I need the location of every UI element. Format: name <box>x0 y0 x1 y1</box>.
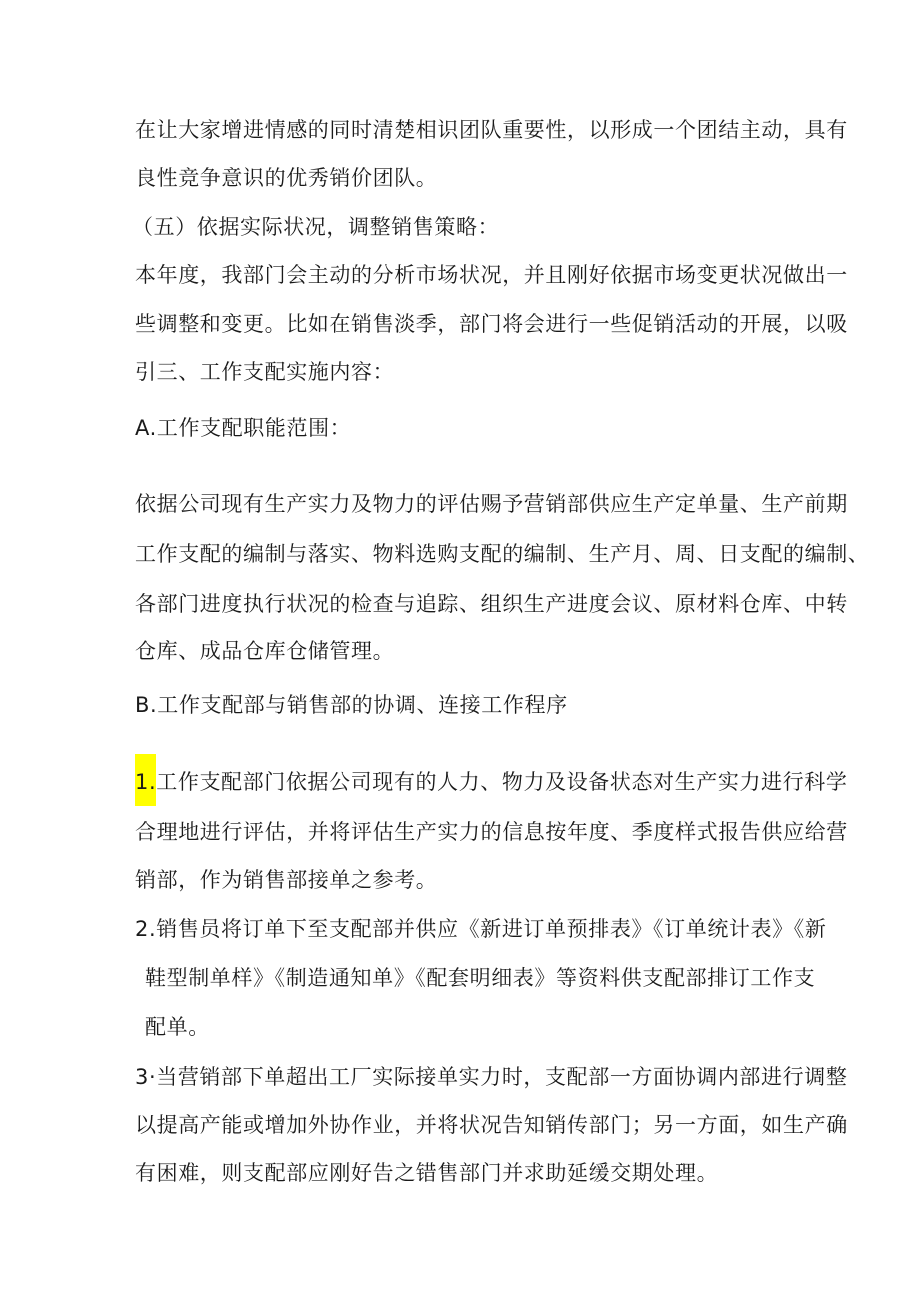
paragraph-line: 合理地进行评估，并将评估生产实力的信息按年度、季度样式报告供应给营 <box>135 820 848 844</box>
paragraph-line: 以提高产能或增加外协作业，并将状况告知销传部门；另一方面，如生产确 <box>135 1113 848 1137</box>
paragraph-line: 鞋型制单样》《制造通知单》《配套明细表》等资料供支配部排订工作支 <box>145 966 816 990</box>
subsection-heading: B.工作支配部与销售部的协调、连接工作程序 <box>135 693 568 717</box>
list-item-line <box>135 768 847 806</box>
list-item-line: 3·当营销部下单超出工厂实际接单实力时，支配部一方面协调内部进行调整 <box>135 1065 848 1089</box>
paragraph-line: 依据公司现有生产实力及物力的评估赐予营销部供应生产定单量、生产前期 <box>135 492 848 516</box>
paragraph-line: 各部门进度执行状况的检查与追踪、组织生产进度会议、原材料仓库、中转 <box>135 592 848 616</box>
paragraph-line: 有困难，则支配部应刚好告之错售部门并求助延缓交期处理。 <box>135 1161 719 1185</box>
subsection-heading: A.工作支配职能范围： <box>135 416 352 440</box>
paragraph-line: 销部，作为销售部接单之参考。 <box>135 868 438 892</box>
paragraph-line: 本年度，我部门会主动的分析市场状况，并且刚好依据市场变更状况做出一 <box>135 263 848 287</box>
paragraph-line: 在让大家增进情感的同时清楚相识团队重要性，以形成一个团结主动，具有 <box>135 118 848 142</box>
paragraph-line: 引三、工作支配实施内容： <box>135 360 395 384</box>
list-item-line: 2.销售员将订单下至支配部并供应《新进订单预排表》《订单统计表》《新 <box>135 917 827 941</box>
paragraph-line: 良性竞争意识的优秀销价团队。 <box>135 166 438 190</box>
paragraph-line: 工作支配的编制与落实、物料选购支配的编制、生产月、周、日支配的编制、 <box>135 542 870 566</box>
paragraph-line: 些调整和变更。比如在销售淡季，部门将会进行一些促销活动的开展，以吸 <box>135 312 848 336</box>
list-item-text: 工作支配部门依据公司现有的人力、物力及设备状态对生产实力进行科学 <box>156 770 848 794</box>
highlighted-list-marker: 1. <box>135 754 156 806</box>
paragraph-line: 仓库、成品仓库仓储管理。 <box>135 639 395 663</box>
section-heading: （五）依据实际状况，调整销售策略： <box>132 215 500 239</box>
paragraph-line: 配单。 <box>145 1015 210 1039</box>
